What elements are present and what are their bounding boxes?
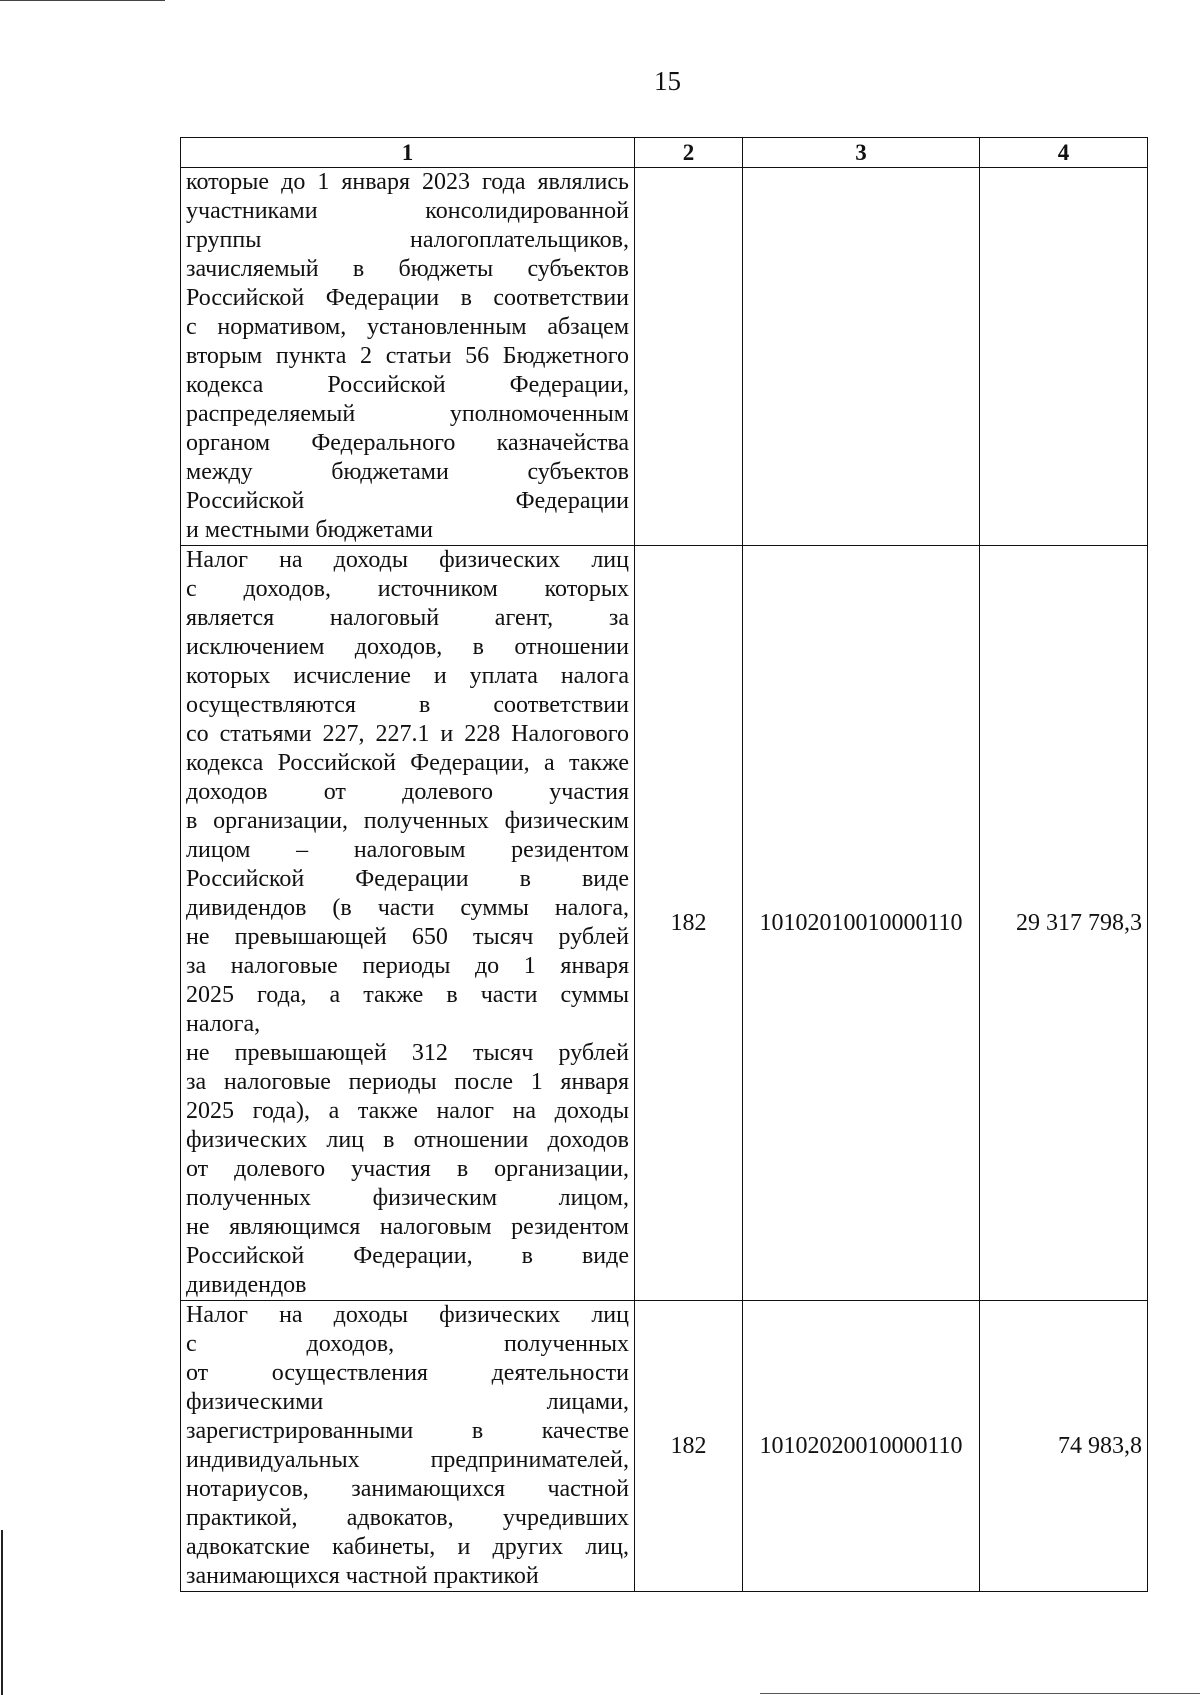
table-row (181, 546, 1148, 1301)
description-line: Российской Федерации в соответствии (186, 285, 629, 311)
description-line: Российской Федерации, в виде (186, 1243, 629, 1269)
scan-edge-top (0, 0, 165, 1)
description-line: Налог на доходы физических лиц (186, 1302, 629, 1328)
description-line: Налог на доходы физических лиц (186, 547, 629, 573)
description-line: с нормативом, установленным абзацем (186, 314, 629, 340)
description-line: зачисляемый в бюджеты субъектов (186, 256, 629, 282)
description-line: и местными бюджетами (186, 517, 433, 543)
scan-edge-left (1, 1530, 3, 1695)
description-line: лицом – налоговым резидентом (186, 837, 629, 863)
income-description (181, 168, 635, 546)
administrator-code (635, 168, 743, 546)
header-col-3: 3 (743, 138, 980, 168)
description-line: индивидуальных предпринимателей, (186, 1447, 629, 1473)
table-row (181, 168, 1148, 546)
description-line: является налоговый агент, за (186, 605, 629, 631)
description-line: 2025 года), а также налог на доходы (186, 1098, 629, 1124)
description-line: полученных физическим лицом, (186, 1185, 629, 1211)
description-line: адвокатские кабинеты, и других лиц, (186, 1534, 629, 1560)
table-row (181, 1301, 1148, 1592)
income-description (181, 1301, 635, 1592)
description-line: между бюджетами субъектов (186, 459, 629, 485)
description-line: которые до 1 января 2023 года являлись (186, 169, 629, 195)
description-line: Российской Федерации в виде (186, 866, 629, 892)
description-line: от осуществления деятельности (186, 1360, 629, 1386)
description-line: кодекса Российской Федерации, (186, 372, 629, 398)
description-line: занимающихся частной практикой (186, 1563, 539, 1589)
description-line: с доходов, полученных (186, 1331, 629, 1357)
description-line: доходов от долевого участия (186, 779, 629, 805)
description-line: не являющимся налоговым резидентом (186, 1214, 629, 1240)
amount (980, 168, 1148, 546)
description-line: не превышающей 650 тысяч рублей (186, 924, 629, 950)
description-line: исключением доходов, в отношении (186, 634, 629, 660)
description-line: в организации, полученных физическим (186, 808, 629, 834)
description-line: нотариусов, занимающихся частной (186, 1476, 629, 1502)
budget-classification-code (743, 168, 980, 546)
description-line: за налоговые периоды до 1 января (186, 953, 629, 979)
description-line: физических лиц в отношении доходов (186, 1127, 629, 1153)
header-col-1: 1 (181, 138, 635, 168)
table-header-row (181, 138, 1148, 168)
description-line: вторым пункта 2 статьи 56 Бюджетного (186, 343, 629, 369)
description-line: осуществляются в соответствии (186, 692, 629, 718)
description-line: группы налогоплательщиков, (186, 227, 629, 253)
description-line: не превышающей 312 тысяч рублей (186, 1040, 629, 1066)
amount: 29 317 798,3 (980, 546, 1148, 1301)
revenue-table (180, 137, 1148, 1592)
description-line: органом Федерального казначейства (186, 430, 629, 456)
description-line: со статьями 227, 227.1 и 228 Налогового (186, 721, 629, 747)
scan-edge-bottom (760, 1693, 1200, 1694)
budget-classification-code: 10102020010000110 (743, 1301, 980, 1592)
description-line: дивидендов (в части суммы налога, (186, 895, 629, 921)
description-line: от долевого участия в организации, (186, 1156, 629, 1182)
description-line: Российской Федерации (186, 488, 629, 514)
description-line: которых исчисление и уплата налога (186, 663, 629, 689)
description-line: зарегистрированными в качестве (186, 1418, 629, 1444)
description-line: кодекса Российской Федерации, а также (186, 750, 629, 776)
description-line: дивидендов (186, 1272, 307, 1298)
page-number: 15 (654, 66, 681, 96)
description-line: физическими лицами, (186, 1389, 629, 1415)
description-line: распределяемый уполномоченным (186, 401, 629, 427)
description-line: налога, (186, 1011, 261, 1037)
description-line: практикой, адвокатов, учредивших (186, 1505, 629, 1531)
header-col-4: 4 (980, 138, 1148, 168)
description-line: 2025 года, а также в части суммы (186, 982, 629, 1008)
administrator-code: 182 (635, 546, 743, 1301)
header-col-2: 2 (635, 138, 743, 168)
administrator-code: 182 (635, 1301, 743, 1592)
budget-classification-code: 10102010010000110 (743, 546, 980, 1301)
description-line: с доходов, источником которых (186, 576, 629, 602)
income-description (181, 546, 635, 1301)
description-line: участниками консолидированной (186, 198, 629, 224)
description-line: за налоговые периоды после 1 января (186, 1069, 629, 1095)
amount: 74 983,8 (980, 1301, 1148, 1592)
